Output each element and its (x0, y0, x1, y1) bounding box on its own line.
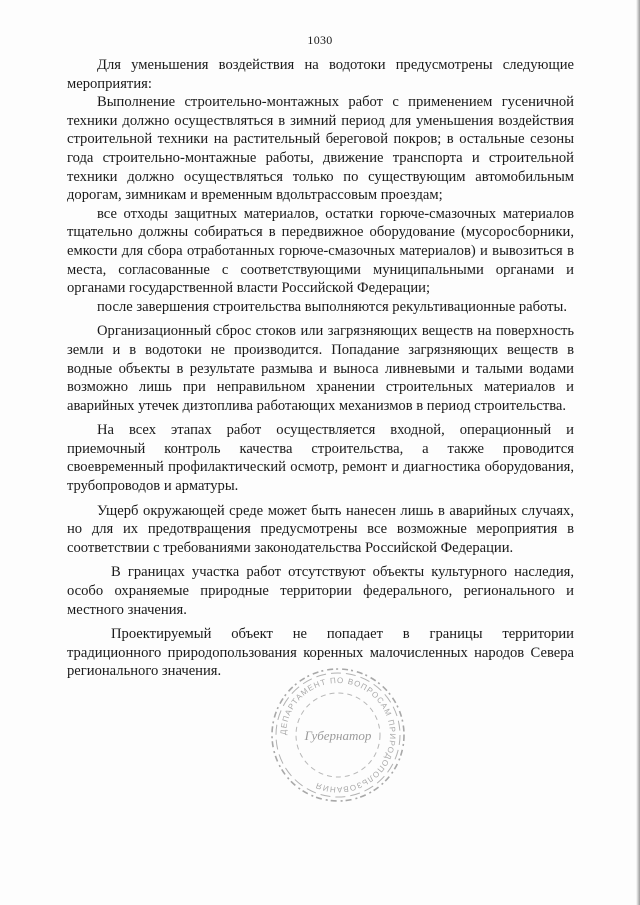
page-number: 1030 (307, 33, 333, 47)
paragraph-cultural-heritage: В границах участка работ отсутствуют объекты культурного наследия, особо охраняемые природные территории федерального, регионального и местного значения. (67, 564, 574, 618)
stamp-ring-text: ДЕПАРТАМЕНТ ПО ВОПРОСАМ ПРИРОДОПОЛЬЗОВАНИЯ (278, 675, 398, 795)
paragraph-intro: Для уменьшения воздействия на водотоки предусмотрены следующие мероприятия: (67, 57, 574, 92)
body-text (67, 56, 574, 681)
paragraph-waste-collection: все отходы защитных материалов, остатки горюче-смазочных материалов тщательно должны собираться в передвижное оборудование (мусоросборники, емкости для сбора отработанных горюче-смазочных материалов) и вывозиться в места, согласованные с соответствующими муниципальными органами и органами государственной власти Российской Федерации; (67, 205, 574, 297)
paragraph-discharge: Организационный сброс стоков или загрязняющих веществ на поверхность земли и в водотоки не производится. Попадание загрязняющих веществ в водные объекты в результате размыва и выноса ливневыми и талыми водами возможно лишь при неправильном хранении строительных материалов и аварийных утечек дизтоплива работающих механизмов в период строительства. (67, 323, 574, 414)
paragraph-tracked-equipment: Выполнение строительно-монтажных работ с применением гусеничной техники должно осуществляться в зимний период для уменьшения воздействия строительной техники на растительный береговой покров; в остальные сезоны года строительно-монтажные работы, движение транспорта и строительной техники должно осуществляться только по существующим автомобильным дорогам, зимникам и временным вдольтрассовым проездам; (67, 94, 574, 204)
stamp-center-text: Губернатор (304, 728, 372, 743)
paragraph-quality-control: На всех этапах работ осуществляется входной, операционный и приемочный контроль качества строительства, а также проводится своевременный профилактический осмотр, ремонт и диагностика оборудования, трубопроводов и арматуры. (67, 422, 574, 495)
paragraph-environmental-damage: Ущерб окружающей среде может быть нанесен лишь в аварийных случаях, но для их предотвращения предусмотрены все возможные мероприятия в соответствии с требованиями законодательства Российской Федерации. (67, 502, 574, 556)
official-stamp (268, 665, 408, 805)
paragraph-recultivation: после завершения строительства выполняются рекультивационные работы. (97, 298, 567, 315)
paragraph-traditional-land-use: Проектируемый объект не попадает в границы территории традиционного природопользования коренных малочисленных народов Севера регионального значения. (67, 626, 574, 680)
page-edge-shadow (636, 0, 640, 905)
